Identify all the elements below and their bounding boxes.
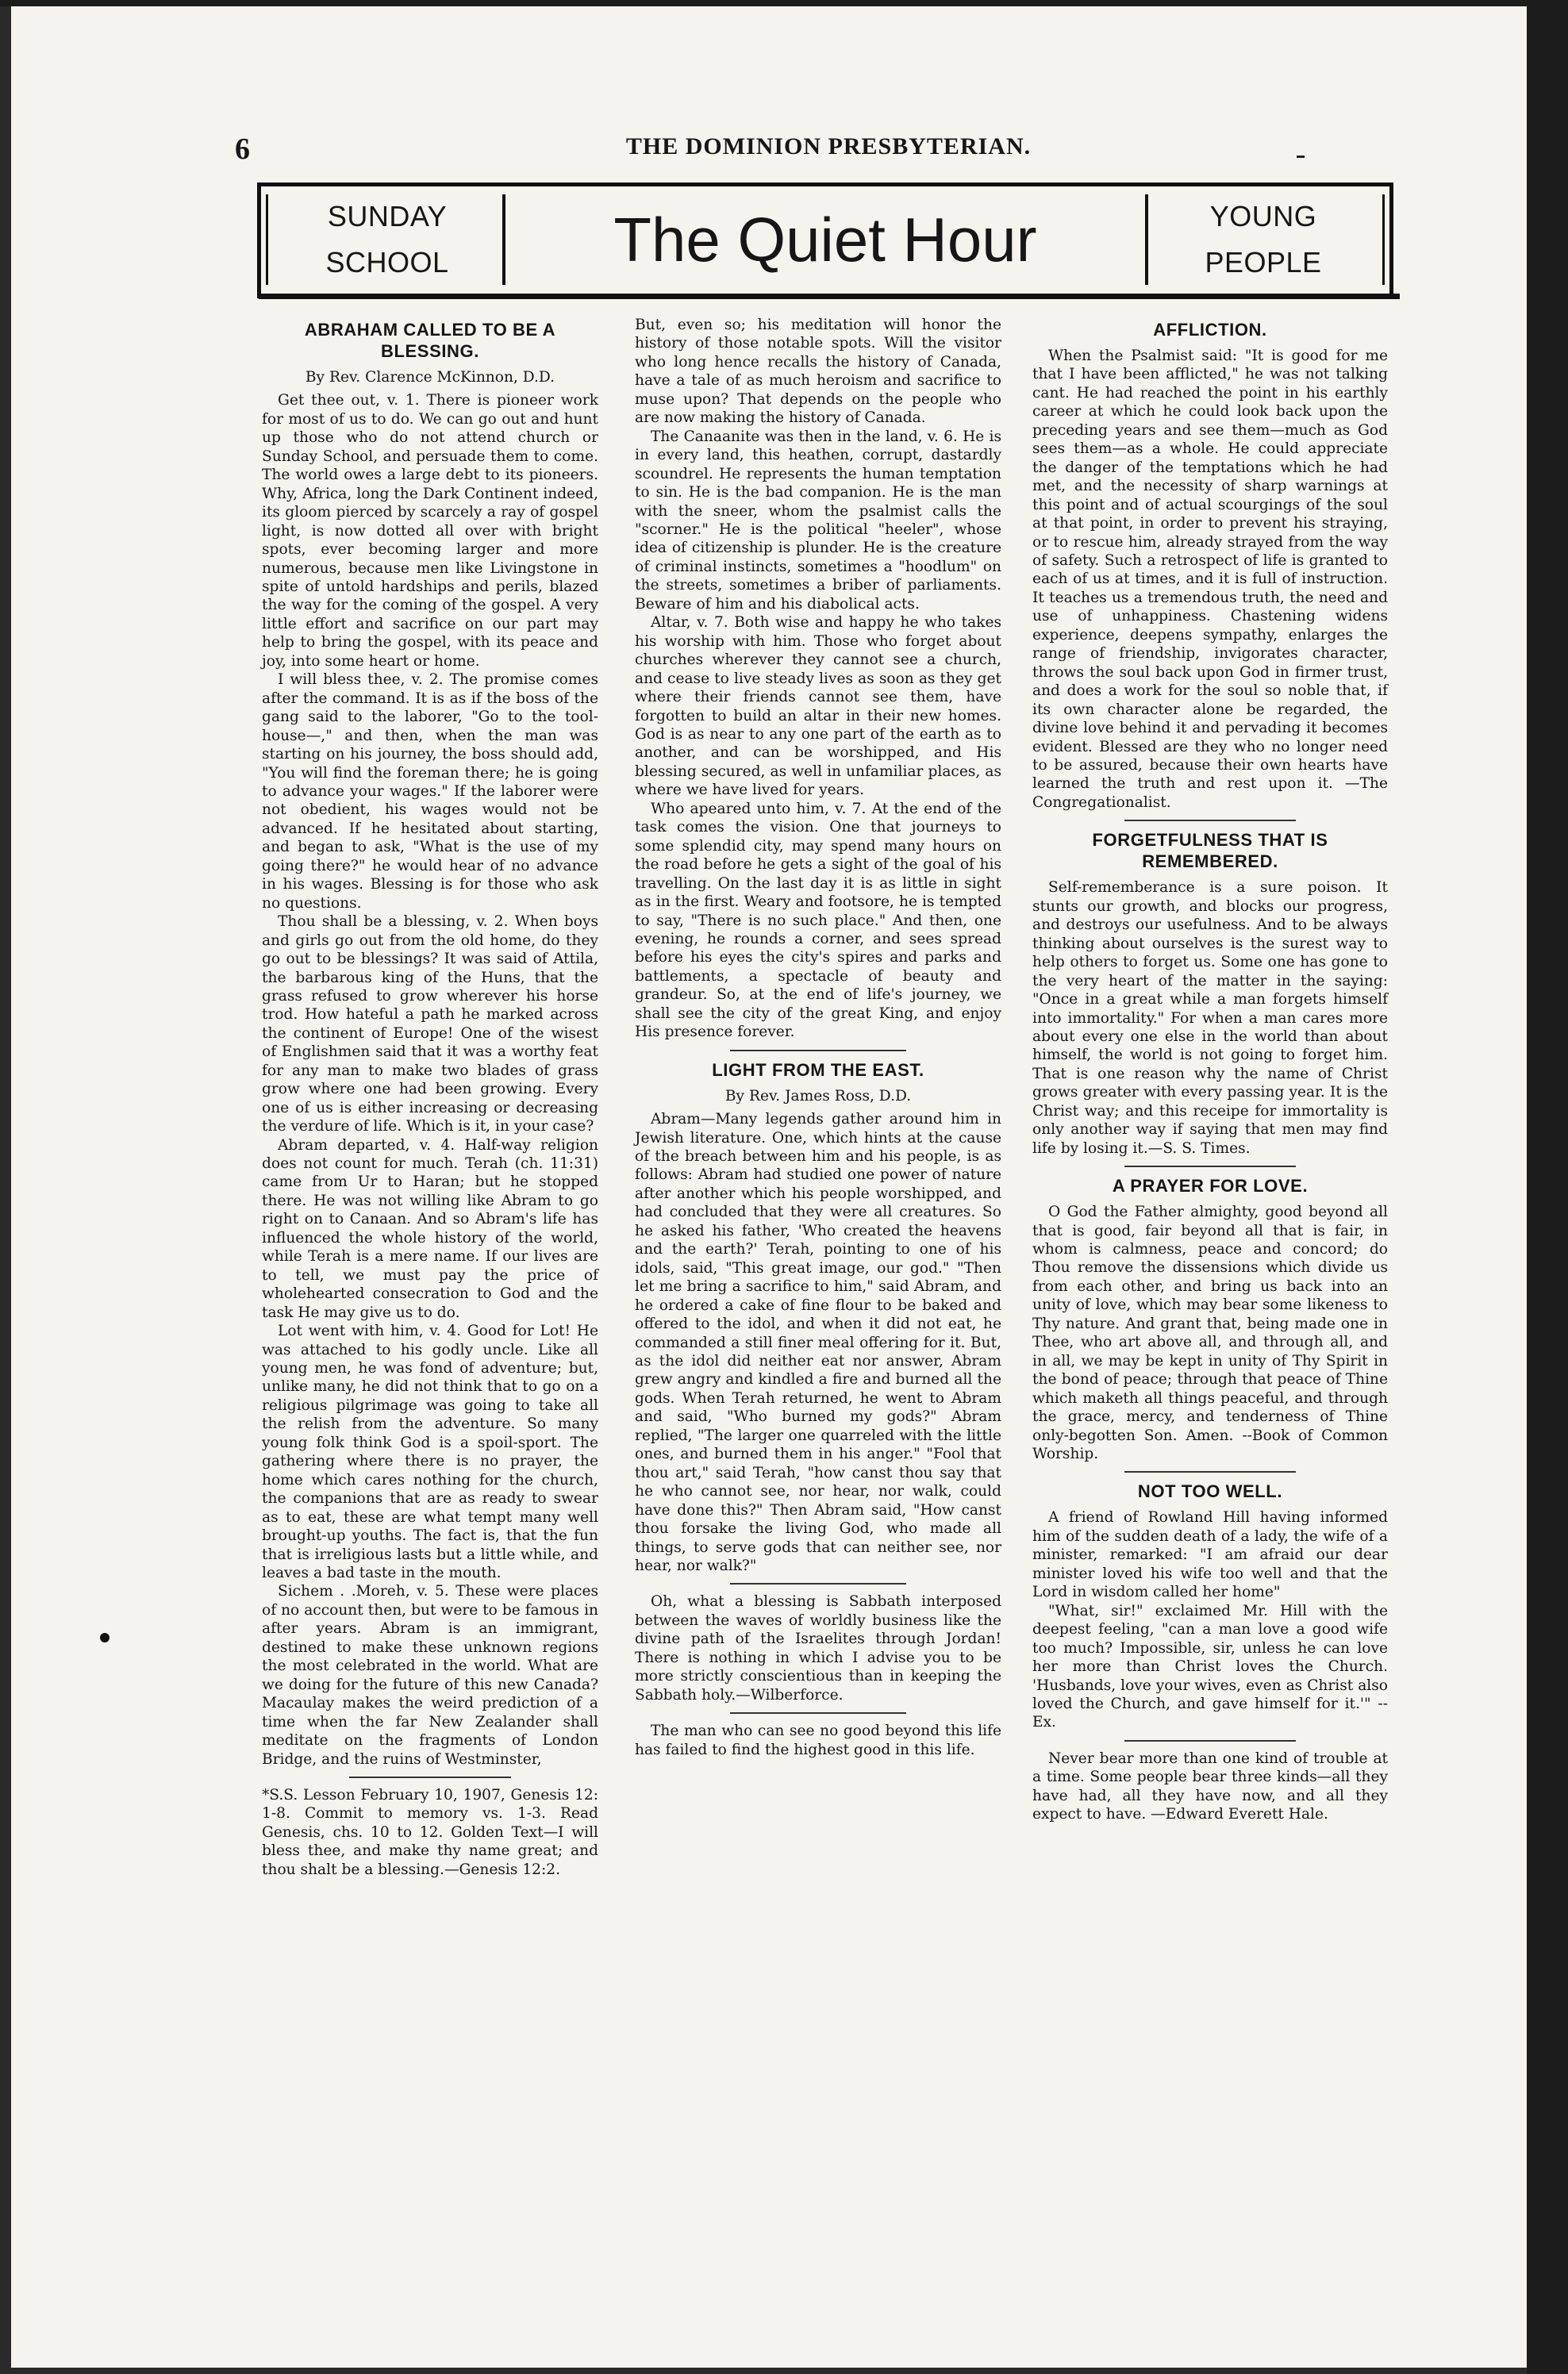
article-byline: By Rev. James Ross, D.D. [724, 1087, 912, 1104]
divider [1124, 1471, 1295, 1473]
article-heading-prayer: A PRAYER FOR LOVE. [1112, 1176, 1309, 1197]
article-heading-abraham: ABRAHAM CALLED TO BE A BLESSING. [304, 320, 556, 361]
article-paragraph: Abram departed, v. 4. Half-way religion does not count for much. Terah (ch. 11:31) came from Ur to Haran; but he stopped there. He was not willing like Abram to go right on to Canaan. And so Abram's life has influenced the whole history of the world, while Terah is a mere name. If our lives are to tell, we must pay the price of wholehearted consecration to God and the task He may give us to do. [262, 1136, 598, 1321]
banner-right-box [1145, 194, 1378, 285]
divider [730, 1583, 906, 1585]
column-right [1032, 316, 1388, 1824]
banner-right-line-1: YOUNG [1209, 200, 1317, 232]
banner-edge-left [266, 194, 268, 285]
divider [1124, 820, 1295, 821]
banner-right-line-2: PEOPLE [1205, 246, 1322, 279]
divider [730, 1712, 906, 1714]
lesson-footnote: *S.S. Lesson February 10, 1907, Genesis 12: 1-8. Commit to memory vs. 1-3. Read Genesis, chs. 10 to 12. Golden Text—I will bless thee, and make thy name great; and thou shalt be a blessing.—Genesis 12:2. [262, 1786, 598, 1878]
article-paragraph: A friend of Rowland Hill having informed him of the sudden death of a lady, the wife of a minister, remarked: "I am afraid our dear minister loved his wife too well and that the Lord in wisdom called her home" [1032, 1509, 1388, 1601]
article-paragraph: Self-rememberance is a sure poison. It stunts our growth, and blocks our progress, and destroys our usefulness. And to be always thinking about ourselves is the surest way to help others to forget us. Some one has gone to the very heart of the matter in the saying: "Once in a great while a man forgets himself into immortality." For when a man cares more about every one else in the world than about himself, the world is not going to forget him. That is one reason why the name of Christ grows greater with every passing year. It is the Christ way; and this receipe for immortality is only another way if saying that men may find life by losing it.—S. S. Times. [1032, 879, 1388, 1157]
ink-dot [100, 1633, 110, 1642]
divider [1124, 1740, 1295, 1742]
page-number: 6 [235, 133, 250, 166]
article-paragraph: Get thee out, v. 1. There is pioneer work for most of us to do. We can go out and hunt up those who do not attend church or Sunday School, and persuade them to come. The world owes a large debt to its pioneers. Why, Africa, long the Dark Continent indeed, its gloom pierced by scarcely a ray of gospel light, is now dotted all over with bright spots, ever becoming larger and more numerous, because men like Livingstone in spite of untold hardships and perils, blazed the way for the coming of the gospel. A very little effort and sacrifice on our part may help to bring the gospel, with its peace and joy, into some heart or home. [262, 392, 598, 670]
divider [349, 1777, 511, 1778]
article-paragraph: Thou shall be a blessing, v. 2. When boys and girls go out from the old home, do they go out to be blessings? It was said of Attila, the barbarous king of the Huns, that the grass refused to grow wherever his horse trod. How hateful a path he marked across the continent of Europe! One of the wisest of Englishmen said that it was a worthy feat for any man to make two blades of grass grow where one had been growing. Every one of us is either increasing or decreasing the verdure of life. Which is it, in your case? [262, 913, 598, 1135]
article-paragraph: O God the Father almighty, good beyond all that is good, fair beyond all that is fair, in whom is calmness, peace and concord; do Thou remove the dissensions which divide us from each other, and bring us back into an unity of love, which may bear some likeness to Thy nature. And grant that, being made one in Thee, who art above all, and through all, and in all, we may be kept in unity of Thy Spirit in the bond of peace; through that peace of Thine which maketh all things peaceful, and through the grace, mercy, and tenderness of Thine only-begotten Son. Amen. --Book of Common Worship. [1032, 1204, 1388, 1463]
article-heading-affliction: AFFLICTION. [1153, 320, 1267, 340]
article-paragraph: But, even so; his meditation will honor the history of those notable spots. Will the visitor who long hence recalls the history of Canada, have a tale of as much heroism and sacrifice to muse upon? That depends on the people who are now making the history of Canada. [635, 317, 1001, 427]
banner-left-box [272, 194, 505, 285]
scan-top-edge [0, 0, 1568, 6]
article-paragraph: "What, sir!" exclaimed Mr. Hill with the deepest feeling, "can a man love a good wife too much? Impossible, sir, unless he can love her more than Christ loves the Church. 'Husbands, love your wives, even as Christ also loved the Church, and gave himself for it.'" -- Ex. [1032, 1602, 1388, 1731]
article-paragraph: Altar, v. 7. Both wise and happy he who takes his worship with him. Those who forget about churches wherever they cannot see a church, and cease to live steady lives as soon as they get where their friends cannot see them, have forgotten to build an altar in their new homes. God is as near to any one part of the earth as to another, and can be worshipped, and His blessing secured, as well in unfamiliar places, as where we have lived for years. [635, 614, 1001, 799]
divider [1124, 1166, 1295, 1167]
article-paragraph: Who apeared unto him, v. 7. At the end of the task comes the vision. One that journeys to some splendid city, may spend many hours on the road before he gets a sight of the goal of his travelling. On the last day it is as little in sight as in the first. Weary and footsore, he is tempted to say, "There is no such place." And then, one evening, he rounds a corner, and sees spread before his eyes the city's spires and parks and battlements, a spectacle of beauty and grandeur. So, at the end of life's journey, we shall see the city of the great King, and enjoy His presence forever. [635, 800, 1001, 1041]
article-heading-not-too-well: NOT TOO WELL. [1137, 1481, 1283, 1502]
divider [730, 1050, 906, 1051]
quote-highest-good: The man who can see no good beyond this life has failed to find the highest good in this life. [635, 1723, 1001, 1758]
newspaper-page [11, 6, 1527, 2368]
article-paragraph: Sichem . .Moreh, v. 5. These were places of no account then, but were to be famous in after years. Abram is an immigrant, destined to make these unknown regions the most celebrated in the world. What are we doing for the future of this new Canada? Macaulay makes the weird prediction of a time when the far New Zealander shall meditate on the fragments of London Bridge, and the ruins of Westminster, [262, 1583, 598, 1768]
banner-left-line-1: SUNDAY [327, 200, 448, 232]
column-middle [635, 316, 1001, 1759]
article-paragraph: The Canaanite was then in the land, v. 6. He is in every land, this heathen, corrupt, dastardly scoundrel. He represents the human temptation to sin. He is the bad companion. He is the man with the sneer, whom the psalmist calls the "scorner." He is the political "heeler", whose idea of citizenship is plunder. He is the creature of criminal instincts, sometimes a "hoodlum" on the streets, sometimes a briber of parliaments. Beware of him and his diabolical acts. [635, 428, 1001, 613]
article-paragraph: When the Psalmist said: "It is good for me that I have been afflicted," he was not talking cant. He had reached the point in his earthly career at which he could look back upon the preceding years and see them—much as God sees them—as a whole. He could appreciate the danger of the temptations which he had met, and the necessity of sharp warnings at this point and of actual scourgings of the soul at that point, in order to prevent his straying, or to rescue him, already strayed from the way of safety. Such a retrospect of life is granted to each of us at times, and it is full of instruction. It teaches us a tremendous truth, the need and use of unhappiness. Chastening widens experience, deepens sympathy, enlarges the range of friendship, invigorates character, throws the soul back upon God in firmer trust, and does a work for the soul so noble that, if its own character alone be regarded, the divine love behind it and pervading it becomes evident. Blessed are they who no longer need to be assured, because their own hearts have learned the truth and rest upon it. —The Congregationalist. [1032, 348, 1388, 811]
section-banner [257, 182, 1393, 298]
article-heading-light-from-east: LIGHT FROM THE EAST. [712, 1059, 924, 1080]
article-paragraph: Lot went with him, v. 4. Good for Lot! He was attached to his godly uncle. Like all young men, he was fond of adventure; but, unlike many, he did not think that to go on a religious pilgrimage was going to take all the relish from the adventure. So many young folk think God is a spoil-sport. The gathering where there is no prayer, the home which cares nothing for the church, the companions that are as ready to swear as to eat, these are what tempt many well brought-up youths. The fact is, that the fun that is irreligious lasts but a little while, and leaves a bad taste in the mouth. [262, 1323, 598, 1581]
banner-left-line-2: SCHOOL [325, 246, 449, 279]
article-heading-forgetfulness: FORGETFULNESS THAT IS REMEMBERED. [1092, 830, 1328, 872]
article-paragraph: I will bless thee, v. 2. The promise comes after the command. It is as if the boss of the gang said to the laborer, "Go to the tool-house—," and then, when the man was starting on his journey, the boss should add, "You will find the foreman there; he is going to advance your wages." If the laborer were not obedient, his wages would not be advanced. If he hesitated about starting, and began to ask, "What is the use of my going there?" he would hear of no advance in his wages. Blessing is for those who ask no questions. [262, 671, 598, 912]
scan-right-edge [1527, 0, 1568, 2374]
banner-edge-right [1382, 194, 1385, 285]
banner-title: The Quiet Hour [613, 204, 1037, 275]
print-mark [1297, 156, 1305, 158]
column-left [262, 316, 598, 1879]
quote-hale: Never bear more than one kind of trouble at a time. Some people bear three kinds—all they have had, all they have now, and all they expect to have. —Edward Everett Hale. [1032, 1750, 1388, 1823]
article-paragraph: Abram—Many legends gather around him in Jewish literature. One, which hints at the cause of the breach between him and his people, is as follows: Abram had studied one power of nature after another which his people worshipped, and had concluded that they were all creatures. So he asked his father, 'Who created the heavens and the earth?' Terah, pointing to one of his idols, said, "This great image, our god." "Then let me bring a sacrifice to him," said Abram, and he ordered a cake of fine flour to be baked and offered to the idol, and when it did not eat, he commanded a still finer meal offering for it. But, as the idol did neither eat nor answer, Abram grew angry and kindled a fire and burned all the gods. When Terah returned, he went to Abram and said, "Who burned my gods?" Abram replied, "The larger one quarreled with the little ones, and burned them in his anger." "Fool that thou art," said Terah, "how canst thou say that he who cannot see, nor hear, nor walk, could have done this?" Then Abram said, "How canst thou forsake the living God, who made all things, to serve gods that can neither see, nor hear, nor walk?" [635, 1111, 1001, 1574]
paper-name: THE DOMINION PRESBYTERIAN. [625, 133, 1032, 159]
article-byline: By Rev. Clarence McKinnon, D.D. [305, 369, 555, 386]
quote-wilberforce: Oh, what a blessing is Sabbath interposed between the waves of worldly business like the divine path of the Israelites through Jordan! There is nothing in which I advise you to be more strictly conscientious than in keeping the Sabbath holy.—Wilberforce. [635, 1593, 1001, 1704]
